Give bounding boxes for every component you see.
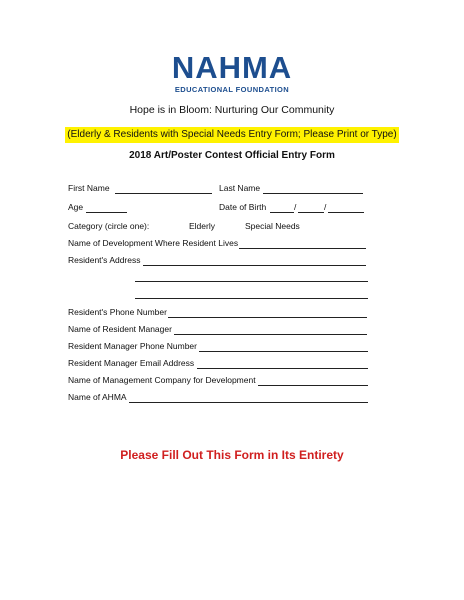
development-label: Name of Development Where Resident Lives	[68, 238, 239, 248]
first-name-label: First Name	[68, 183, 110, 193]
logo-tagline: EDUCATIONAL FOUNDATION	[174, 85, 290, 94]
manager-email-field[interactable]	[197, 368, 368, 369]
dob-year-field[interactable]	[328, 212, 364, 213]
manager-label: Name of Resident Manager	[68, 324, 172, 334]
dob-month-field[interactable]	[270, 212, 294, 213]
address-label: Resident's Address	[68, 255, 141, 265]
mgmt-company-label: Name of Management Company for Development	[68, 375, 256, 385]
manager-field[interactable]	[174, 334, 367, 335]
category-option-elderly[interactable]: Elderly	[189, 221, 215, 231]
mgmt-company-field[interactable]	[258, 385, 368, 386]
dob-separator-2: /	[324, 202, 327, 212]
nahma-logo: NAHMA	[171, 50, 293, 85]
manager-email-label: Resident Manager Email Address	[68, 358, 195, 368]
development-field[interactable]	[239, 248, 366, 249]
form-subtitle: 2018 Art/Poster Contest Official Entry Form	[129, 150, 335, 161]
highlight-text: (Elderly & Residents with Special Needs Entry Form; Please Print or Type)	[65, 127, 398, 143]
highlight-banner	[0, 124, 464, 143]
dob-separator-1: /	[294, 202, 297, 212]
category-option-special-needs[interactable]: Special Needs	[245, 221, 300, 231]
ahma-label: Name of AHMA	[68, 392, 127, 402]
category-label: Category (circle one):	[68, 221, 150, 231]
ahma-field[interactable]	[129, 402, 368, 403]
form-title: Hope is in Bloom: Nurturing Our Community	[129, 104, 335, 116]
age-field[interactable]	[86, 212, 127, 213]
age-label: Age	[68, 202, 84, 212]
first-name-field[interactable]	[115, 193, 212, 194]
dob-day-field[interactable]	[298, 212, 324, 213]
address-field-line-2[interactable]	[135, 281, 368, 282]
dob-label: Date of Birth	[219, 202, 267, 212]
manager-phone-label: Resident Manager Phone Number	[68, 341, 197, 351]
phone-field[interactable]	[168, 317, 367, 318]
footer-notice: Please Fill Out This Form in Its Entirety	[120, 448, 344, 462]
address-field-line-1[interactable]	[143, 265, 366, 266]
manager-phone-field[interactable]	[199, 351, 368, 352]
phone-label: Resident's Phone Number	[68, 307, 167, 317]
address-field-line-3[interactable]	[135, 298, 368, 299]
last-name-label: Last Name	[219, 183, 261, 193]
last-name-field[interactable]	[263, 193, 363, 194]
